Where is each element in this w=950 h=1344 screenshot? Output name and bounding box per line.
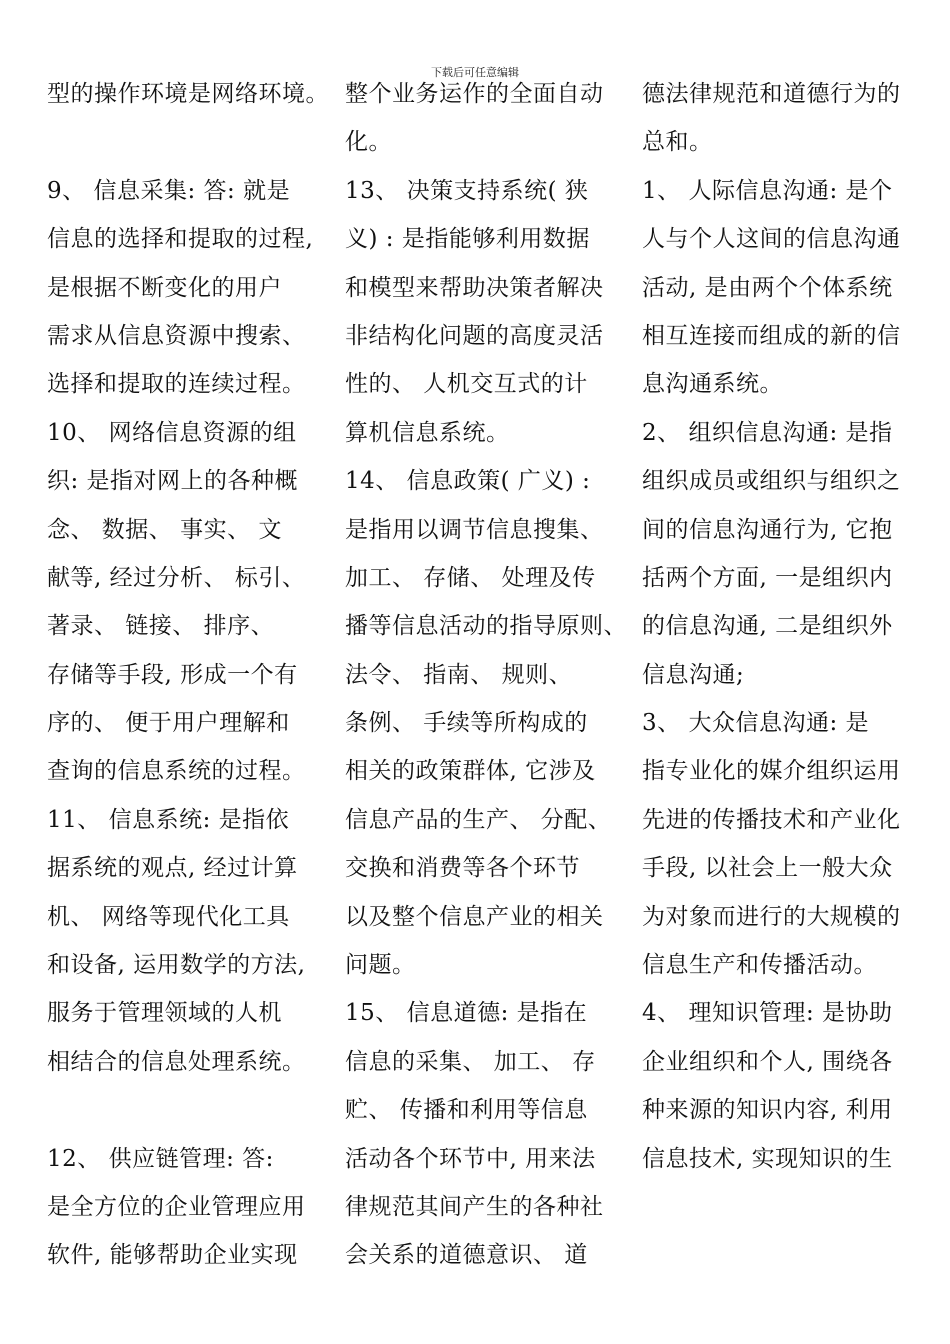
page-header: 下载后可任意编辑 bbox=[431, 66, 519, 79]
text-line: 信息产品的生产、 分配、 bbox=[345, 806, 612, 833]
text-line: 是全方位的企业管理应用 bbox=[47, 1193, 306, 1220]
text-line: 义) : 是指能够利用数据 bbox=[345, 226, 590, 253]
text-line: 2、 组织信息沟通: 是指 bbox=[642, 419, 893, 446]
text-column-1 bbox=[47, 70, 329, 1280]
text-line: 9、 信息采集: 答: 就是 bbox=[47, 177, 291, 204]
text-line: 加工、 存储、 处理及传 bbox=[345, 564, 596, 591]
text-line: 种来源的知识内容, 利用 bbox=[642, 1097, 893, 1124]
text-line: 括两个方面, 一是组织内 bbox=[642, 564, 893, 591]
text-line: 手段, 以社会上一般大众 bbox=[642, 855, 893, 882]
blank-line bbox=[47, 118, 315, 166]
text-line: 11、 信息系统: 是指依 bbox=[47, 806, 290, 833]
text-line: 为对象而进行的大规模的 bbox=[642, 903, 901, 930]
text-line: 是指用以调节信息搜集、 bbox=[345, 516, 604, 543]
text-line: 和模型来帮助决策者解决 bbox=[345, 274, 604, 301]
text-line: 10、 网络信息资源的组 bbox=[47, 419, 297, 446]
text-line: 息沟通系统。 bbox=[642, 371, 783, 398]
text-line: 献等, 经过分析、 标引、 bbox=[47, 564, 306, 591]
text-line: 性的、 人机交互式的计 bbox=[345, 371, 588, 398]
text-line: 序的、 便于用户理解和 bbox=[47, 710, 290, 737]
text-line: 存储等手段, 形成一个有 bbox=[47, 661, 298, 688]
text-line: 交换和消费等各个环节 bbox=[345, 855, 580, 882]
text-line: 整个业务运作的全面自动 bbox=[345, 81, 604, 107]
text-line: 贮、 传播和利用等信息 bbox=[345, 1097, 588, 1124]
text-line: 相互连接而组成的新的信 bbox=[642, 322, 901, 349]
text-line: 信息的选择和提取的过程, bbox=[47, 226, 314, 253]
text-line: 条例、 手续等所构成的 bbox=[345, 710, 588, 737]
text-line: 以及整个信息产业的相关 bbox=[345, 903, 604, 930]
text-line: 相结合的信息处理系统。 bbox=[47, 1048, 306, 1075]
text-column-3 bbox=[642, 70, 910, 1183]
text-line: 选择和提取的连续过程。 bbox=[47, 371, 306, 398]
text-line: 播等信息活动的指导原则、 bbox=[345, 613, 627, 640]
text-line: 织: 是指对网上的各种概 bbox=[47, 468, 299, 495]
text-line: 据系统的观点, 经过计算 bbox=[47, 855, 298, 882]
text-line: 3、 大众信息沟通: 是 bbox=[642, 710, 870, 737]
text-line: 人与个人这间的信息沟通 bbox=[642, 226, 901, 253]
text-line: 4、 理知识管理: 是协助 bbox=[642, 1000, 893, 1027]
text-line: 信息沟通; bbox=[642, 661, 745, 688]
text-line: 相关的政策群体, 它涉及 bbox=[345, 758, 596, 785]
text-line: 指专业化的媒介组织运用 bbox=[642, 758, 901, 785]
text-line: 企业组织和个人, 围绕各 bbox=[642, 1048, 893, 1075]
text-line: 信息生产和传播活动。 bbox=[642, 952, 877, 979]
text-line: 组织成员或组织与组织之 bbox=[642, 468, 901, 495]
text-line: 间的信息沟通行为, 它抱 bbox=[642, 516, 893, 543]
text-line: 念、 数据、 事实、 文 bbox=[47, 516, 282, 543]
text-line: 先进的传播技术和产业化 bbox=[642, 806, 901, 833]
text-line: 服务于管理领域的人机 bbox=[47, 1000, 282, 1027]
text-line: 法令、 指南、 规则、 bbox=[345, 661, 573, 688]
text-line: 机、 网络等现代化工具 bbox=[47, 903, 290, 930]
text-line: 活动, 是由两个个体系统 bbox=[642, 274, 893, 301]
text-line: 活动各个环节中, 用来法 bbox=[345, 1145, 596, 1172]
text-line: 非结构化问题的高度灵活 bbox=[345, 322, 604, 349]
text-line: 15、 信息道德: 是指在 bbox=[345, 1000, 588, 1027]
text-line: 12、 供应链管理: 答: bbox=[47, 1145, 274, 1172]
text-line: 算机信息系统。 bbox=[345, 419, 510, 446]
blank-line bbox=[47, 1086, 315, 1134]
text-line: 化。 bbox=[345, 129, 392, 156]
text-line: 14、 信息政策( 广义) : bbox=[345, 468, 591, 495]
text-line: 信息的采集、 加工、 存 bbox=[345, 1048, 596, 1075]
text-line: 总和。 bbox=[642, 129, 713, 156]
text-line: 1、 人际信息沟通: 是个 bbox=[642, 177, 893, 204]
text-line: 型的操作环境是网络环境。 bbox=[47, 81, 329, 107]
text-column-2 bbox=[345, 70, 627, 1280]
text-line: 会关系的道德意识、 道 bbox=[345, 1242, 588, 1269]
text-line: 著录、 链接、 排序、 bbox=[47, 613, 275, 640]
text-line: 问题。 bbox=[345, 952, 416, 979]
text-line: 13、 决策支持系统( 狭 bbox=[345, 177, 589, 204]
text-line: 需求从信息资源中搜索、 bbox=[47, 322, 306, 349]
text-line: 软件, 能够帮助企业实现 bbox=[47, 1242, 298, 1269]
text-line: 是根据不断变化的用户 bbox=[47, 274, 282, 301]
text-line: 和设备, 运用数学的方法, bbox=[47, 952, 306, 979]
text-line: 律规范其间产生的各种社 bbox=[345, 1193, 604, 1220]
text-line: 查询的信息系统的过程。 bbox=[47, 758, 306, 785]
text-line: 的信息沟通, 二是组织外 bbox=[642, 613, 893, 640]
text-line: 德法律规范和道德行为的 bbox=[642, 81, 901, 107]
text-line: 信息技术, 实现知识的生 bbox=[642, 1145, 893, 1172]
